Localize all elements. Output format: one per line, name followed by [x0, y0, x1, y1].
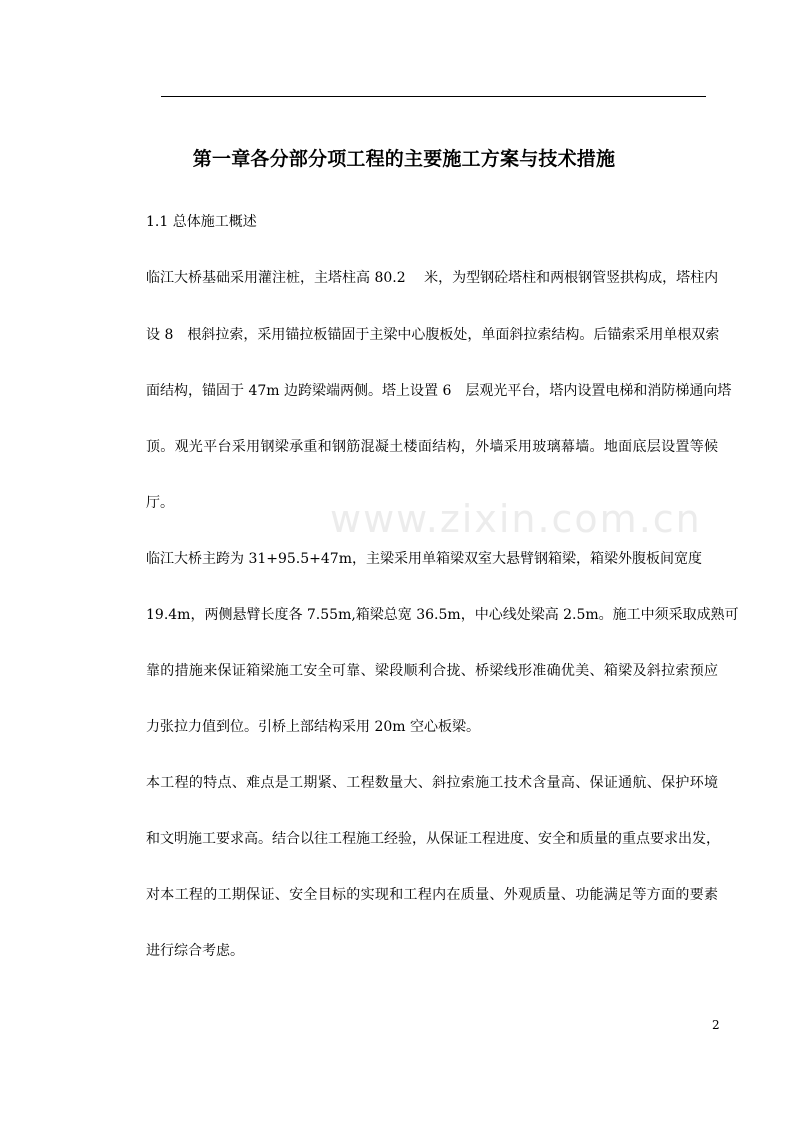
paragraph-1-line-3: 面结构，锚固于 47m 边跨梁端两侧。塔上设置 6 层观光平台，塔内设置电梯和消防梯通向塔 — [146, 383, 732, 399]
paragraph-3-line-4: 进行综合考虑。 — [146, 943, 244, 959]
paragraph-3-line-2: 和文明施工要求高。结合以往工程施工经验，从保证工程进度、安全和质量的重点要求出发， — [146, 831, 720, 847]
paragraph-3-line-1: 本工程的特点、难点是工期紧、工程数量大、斜拉索施工技术含量高、保证通航、保护环境 — [146, 775, 718, 791]
paragraph-2-line-3: 靠的措施来保证箱梁施工安全可靠、梁段顺利合拢、桥梁线形准确优美、箱梁及斜拉索预应 — [146, 663, 718, 679]
paragraph-2-line-1: 临江大桥主跨为 31+95.5+47m，主梁采用单箱梁双室大悬臂钢箱梁，箱梁外腹板间宽度 — [146, 551, 702, 567]
paragraph-3-line-3: 对本工程的工期保证、安全目标的实现和工程内在质量、外观质量、功能满足等方面的要素 — [146, 887, 718, 903]
section-heading: 1.1 总体施工概述 — [146, 214, 257, 230]
paragraph-1-line-2: 设 8 根斜拉索，采用锚拉板锚固于主梁中心腹板处，单面斜拉索结构。后锚索采用单根双索 — [146, 327, 720, 343]
paragraph-1-line-5: 厅。 — [146, 495, 174, 511]
paragraph-2-line-4: 力张拉力值到位。引桥上部结构采用 20m 空心板梁。 — [146, 719, 480, 735]
chapter-title: 第一章各分部分项工程的主要施工方案与技术措施 — [192, 148, 616, 170]
watermark: www.zixin.com.cn — [330, 497, 702, 541]
page-number: 2 — [712, 1018, 720, 1032]
paragraph-1-line-4: 顶。观光平台采用钢梁承重和钢筋混凝土楼面结构，外墙采用玻璃幕墙。地面底层设置等候 — [146, 439, 718, 455]
header-rule — [161, 96, 706, 97]
paragraph-1-line-1: 临江大桥基础采用灌注桩，主塔柱高 80.2 米，为型钢砼塔柱和两根钢管竖拱构成，塔柱内 — [146, 270, 719, 286]
paragraph-2-line-2: 19.4m，两侧悬臂长度各 7.55m,箱梁总宽 36.5m，中心线处梁高 2.5m。施工中须采取成熟可 — [146, 607, 739, 623]
